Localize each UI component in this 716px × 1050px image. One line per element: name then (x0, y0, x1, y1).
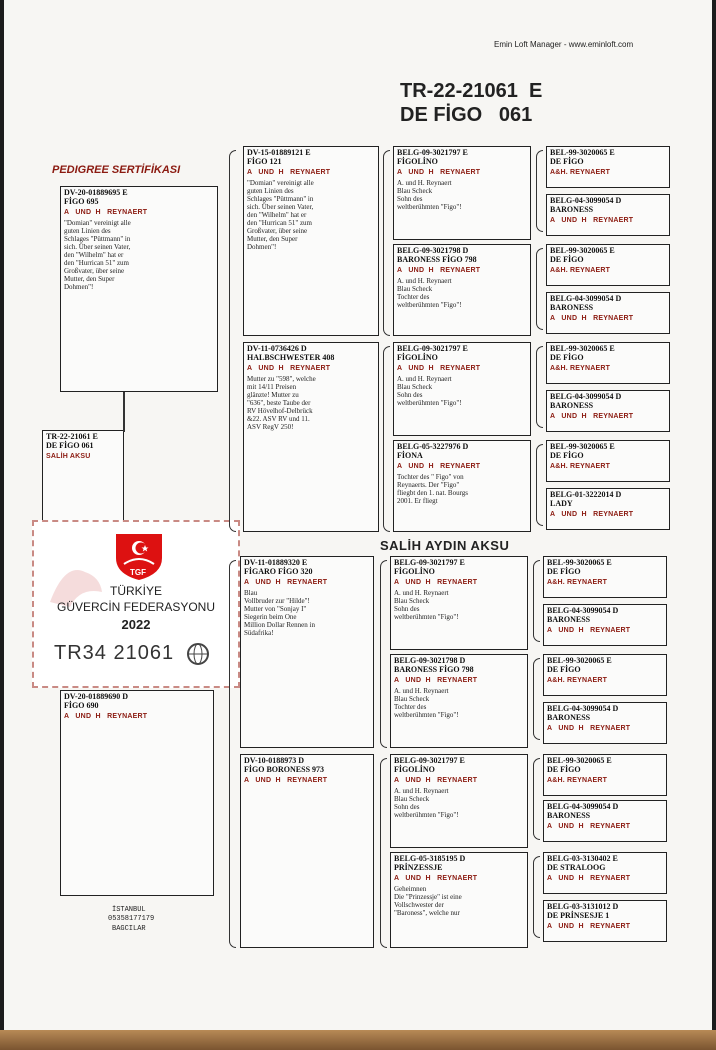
gen4-breeder: A UND H REYNAERT (547, 875, 631, 882)
gen3-id: BELG-05-3227976 D FİONA (397, 442, 469, 460)
gen4-breeder: A UND H REYNAERT (550, 315, 634, 322)
gen4-breeder: A UND H REYNAERT (547, 725, 631, 732)
gen3-breeder: A UND H REYNAERT (394, 875, 478, 882)
gen3-breeder: A UND H REYNAERT (394, 677, 478, 684)
brace-g3-3 (536, 444, 543, 526)
gen2-breeder: A UND H REYNAERT (244, 777, 328, 784)
gen4-breeder: A&H. REYNAERT (550, 267, 611, 274)
gen2-breeder: A UND H REYNAERT (247, 365, 331, 372)
brace-g3-6 (533, 758, 540, 840)
gen4-breeder: A&H. REYNAERT (550, 169, 611, 176)
brace-g2-1 (383, 346, 390, 532)
software-credit: Emin Loft Manager - www.eminloft.com (494, 40, 634, 49)
certificate-title: PEDIGREE SERTİFİKASI (52, 164, 181, 176)
gen4-card-11 (543, 702, 667, 744)
federation-ring-number: TR34 21061 (54, 642, 175, 664)
gen4-id: BEL-99-3020065 E DE FİGO (550, 148, 615, 166)
brace-g2-0 (383, 150, 390, 336)
gen3-card-3 (393, 440, 531, 532)
gen3-card-0 (393, 146, 531, 240)
gen3-breeder: A UND H REYNAERT (397, 267, 481, 274)
gen2-breeder: A UND H REYNAERT (244, 579, 328, 586)
gen4-id: BEL-99-3020065 E DE FİGO (550, 344, 615, 362)
gen4-card-1 (546, 194, 670, 236)
gen4-id: BELG-03-3131012 D DE PRİNSESJE 1 (547, 902, 619, 920)
gen4-id: BELG-04-3099054 D BARONESS (550, 294, 622, 312)
gen4-breeder: A&H. REYNAERT (547, 677, 608, 684)
gen4-id: BELG-04-3099054 D BARONESS (547, 704, 619, 722)
brace-g3-5 (533, 658, 540, 740)
mother-card (60, 690, 214, 896)
breeder-name: SALİH AYDIN AKSU (380, 538, 510, 553)
gen3-id: BELG-09-3021797 E FİGOLİNO (394, 756, 465, 774)
gen2-notes: Blau Vollbruder zur "Hilde"! Mutter von "Sonjay I" Siegerin beim One Million Dollar Rennen in Südafrika! (244, 589, 315, 637)
gen4-id: BELG-04-3099054 D BARONESS (547, 802, 619, 820)
gen4-id: BEL-99-3020065 E DE FİGO (547, 558, 612, 576)
gen4-id: BEL-99-3020065 E DE FİGO (550, 246, 615, 264)
subject-id: TR-22-21061 E DE FİGO 061 (46, 432, 98, 450)
father-card (60, 186, 218, 392)
gen4-card-12 (543, 754, 667, 796)
gen4-card-14 (543, 852, 667, 894)
brace-mother (229, 560, 236, 948)
brace-father (229, 150, 236, 532)
gen3-id: BELG-09-3021798 D BARONESS FİGO 798 (397, 246, 477, 264)
gen3-card-1 (393, 244, 531, 336)
gen3-card-4 (390, 556, 528, 650)
gen4-card-13 (543, 800, 667, 842)
gen4-card-9 (543, 604, 667, 646)
gen4-id: BEL-99-3020065 E DE FİGO (547, 656, 612, 674)
gen3-card-6 (390, 754, 528, 848)
subject-card (42, 430, 124, 522)
gen3-notes: A. und H. Reynaert Blau Scheck Sohn des weltberühmten "Figo"! (394, 589, 459, 621)
gen3-id: BELG-09-3021798 D BARONESS FİGO 798 (394, 656, 474, 674)
gen3-breeder: A UND H REYNAERT (394, 579, 478, 586)
gen4-card-0 (546, 146, 670, 188)
mother-id: DV-20-01889690 D FİGO 690 (64, 692, 129, 710)
gen4-breeder: A UND H REYNAERT (547, 823, 631, 830)
tgf-logo-text: TGF (130, 568, 146, 577)
gen3-notes: A. und H. Reynaert Blau Scheck Tochter des weltberühmten "Figo"! (394, 687, 459, 719)
gen4-id: BELG-04-3099054 D BARONESS (550, 196, 622, 214)
brace-g3-0 (536, 150, 543, 232)
footer-district: BAGCILAR (112, 925, 146, 933)
gen2-notes: "Domian" vereinigt alle guten Linien des Schlages "Püttmann" in sich. Über seinen Vater, den "Wilhelm" hat er den "Hurrican 51" zum Großvater, über seine Mutter, den Super Dohmen"! (247, 179, 314, 251)
brace-g3-7 (533, 856, 540, 938)
gen3-card-5 (390, 654, 528, 748)
gen2-id: DV-15-01889121 E FİGO 121 (247, 148, 311, 166)
gen2-card-2 (240, 556, 374, 748)
gen4-card-10 (543, 654, 667, 696)
gen4-breeder: A&H. REYNAERT (550, 365, 611, 372)
father-notes: "Domian" vereinigt alle guten Linien des Schlages "Püttmann" in sich. Über seinen Vater, den "Wilhelm" hat er den "Hurrican 51" zum Großvater, über seine Mutter, den Super Dohmen"! (64, 219, 131, 291)
gen4-breeder: A UND H REYNAERT (550, 217, 634, 224)
brace-g3-1 (536, 248, 543, 330)
gen3-notes: A. und H. Reynaert Blau Scheck Sohn des weltberühmten "Figo"! (397, 179, 462, 211)
gen4-id: BELG-01-3222014 D LADY (550, 490, 622, 508)
gen4-breeder: A UND H REYNAERT (547, 923, 631, 930)
gen3-id: BELG-09-3021797 E FİGOLİNO (394, 558, 465, 576)
gen3-notes: Tochter des " Figo" von Reynaerts. Der "Figo" fliegbt den 1. nat. Bourgs 2001. Er fliegt (397, 473, 469, 505)
brace-g2-3 (380, 758, 387, 948)
gen3-notes: A. und H. Reynaert Blau Scheck Tochter des weltberühmten "Figo"! (397, 277, 462, 309)
gen3-breeder: A UND H REYNAERT (397, 169, 481, 176)
gen2-notes: Mutter zu "598", welche mit 14/11 Preisen glänzte! Mutter zu "636", beste Taube der RV Hövelhof-Delbrück &22. ASV RV und 11. ASV RegV 250! (247, 375, 316, 431)
gen2-id: DV-10-0188973 D FİGO BORONESS 973 (244, 756, 325, 774)
gen3-breeder: A UND H REYNAERT (397, 365, 481, 372)
mother-breeder: A UND H REYNAERT (64, 713, 148, 720)
gen3-card-2 (393, 342, 531, 436)
gen4-breeder: A UND H REYNAERT (550, 413, 634, 420)
gen4-card-6 (546, 440, 670, 482)
gen4-breeder: A UND H REYNAERT (547, 627, 631, 634)
brace-g3-2 (536, 346, 543, 428)
federation-name: GÜVERCİN FEDERASYONU (56, 600, 216, 614)
pigeon-ring-title: TR-22-21061 E (400, 80, 543, 102)
gen2-card-3 (240, 754, 374, 948)
gen4-card-5 (546, 390, 670, 432)
brace-g3-4 (533, 560, 540, 642)
gen2-breeder: A UND H REYNAERT (247, 169, 331, 176)
gen4-id: BELG-04-3099054 D BARONESS (550, 392, 622, 410)
gen4-breeder: A&H. REYNAERT (547, 777, 608, 784)
gen3-breeder: A UND H REYNAERT (394, 777, 478, 784)
gen4-id: BELG-04-3099054 D BARONESS (547, 606, 619, 624)
gen3-notes: Geheimnen Die "Prinzessje" ist eine Vollschwester der "Baroness", welche nur (394, 885, 462, 917)
federation-year: 2022 (121, 617, 151, 632)
gen4-card-7 (546, 488, 670, 530)
gen3-notes: A. und H. Reynaert Blau Scheck Sohn des weltberühmten "Figo"! (397, 375, 462, 407)
globe-logo-icon (174, 642, 222, 666)
gen2-id: DV-11-0736426 D HALBSCHWESTER 408 (247, 344, 335, 362)
pigeon-name-title: DE FİGO 061 (400, 104, 533, 126)
gen4-card-15 (543, 900, 667, 942)
gen4-breeder: A&H. REYNAERT (547, 579, 608, 586)
gen2-card-0 (243, 146, 379, 336)
connector-father (123, 392, 125, 432)
gen3-breeder: A UND H REYNAERT (397, 463, 481, 470)
gen3-id: BELG-09-3021797 E FİGOLİNO (397, 148, 468, 166)
gen3-card-7 (390, 852, 528, 948)
father-id: DV-20-01889695 E FİGO 695 (64, 188, 128, 206)
gen4-breeder: A&H. REYNAERT (550, 463, 611, 470)
footer-phone: 05358177179 (108, 915, 155, 923)
gen3-notes: A. und H. Reynaert Blau Scheck Sohn des weltberühmten "Figo"! (394, 787, 459, 819)
gen4-card-8 (543, 556, 667, 598)
gen3-id: BELG-09-3021797 E FİGOLİNO (397, 344, 468, 362)
gen4-card-3 (546, 292, 670, 334)
gen4-id: BEL-99-3020065 E DE FİGO (547, 756, 612, 774)
gen4-card-2 (546, 244, 670, 286)
father-breeder: A UND H REYNAERT (64, 209, 148, 216)
floor-background (0, 1030, 716, 1050)
subject-owner: SALİH AKSU (46, 453, 91, 460)
gen4-id: BEL-99-3020065 E DE FİGO (550, 442, 615, 460)
gen4-breeder: A UND H REYNAERT (550, 511, 634, 518)
federation-card (32, 520, 240, 688)
brace-g2-2 (380, 560, 387, 748)
gen4-id: BELG-03-3130402 E DE STRALOOG (547, 854, 618, 872)
federation-country: TÜRKİYE (109, 584, 162, 598)
gen2-id: DV-11-01889320 E FİGARO FİGO 320 (244, 558, 313, 576)
footer-city: İSTANBUL (112, 906, 146, 914)
gen4-card-4 (546, 342, 670, 384)
gen3-id: BELG-05-3185195 D PRİNZESSJE (394, 854, 466, 872)
gen2-card-1 (243, 342, 379, 532)
